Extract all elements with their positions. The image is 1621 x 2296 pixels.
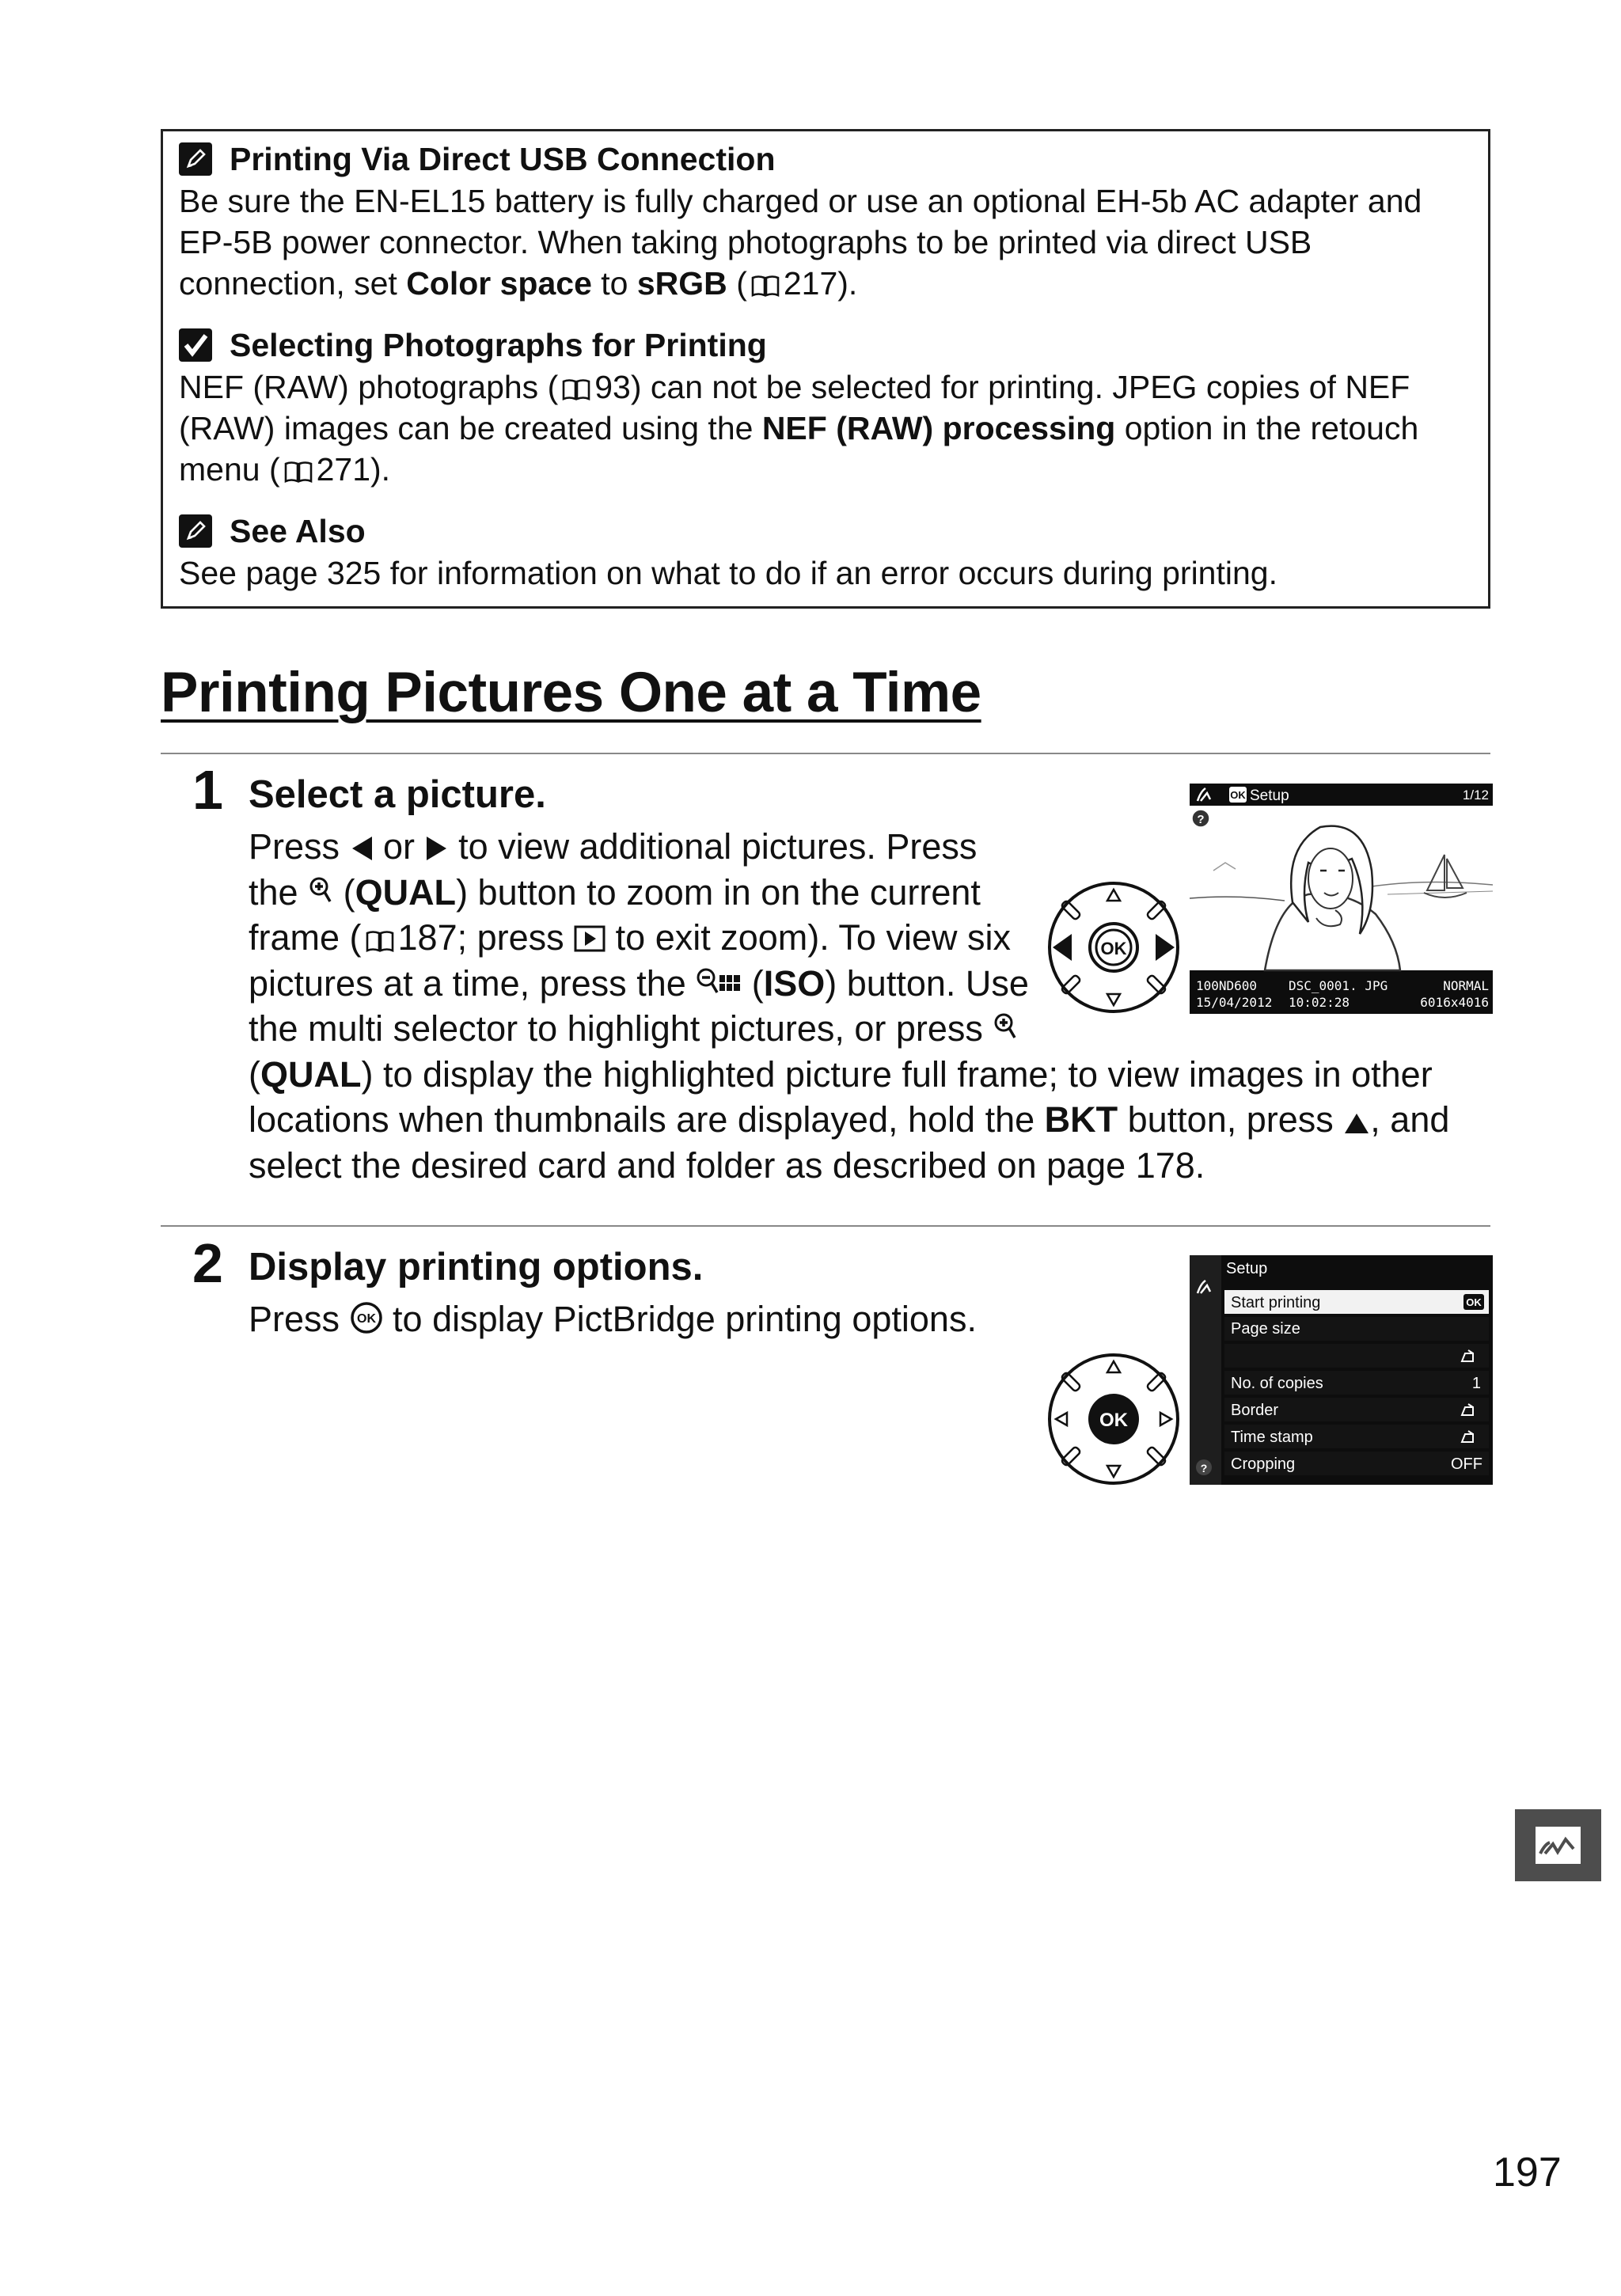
ok-label: OK [1099, 1410, 1128, 1431]
ref-link[interactable]: 187 [397, 917, 457, 958]
svg-text:OK: OK [356, 1312, 376, 1326]
notes-box [161, 129, 1490, 609]
menu-title: Setup [1226, 1260, 1268, 1277]
book-icon [561, 378, 591, 401]
note-see-also-body: See page 325 for information on what to do if an error occurs during printing. [179, 555, 1277, 591]
info-time: 10:02:28 [1289, 995, 1350, 1010]
note-see-also [179, 513, 1477, 594]
menu-ok-badge: OK [1466, 1296, 1482, 1308]
iso-button-label: ISO [763, 962, 826, 1004]
step-1-number: 1 [192, 759, 223, 821]
ok-label: OK [1100, 939, 1127, 958]
help-icon: ? [1197, 813, 1205, 826]
bkt-button-label: BKT [1044, 1099, 1118, 1140]
menu-item-border[interactable]: Border [1231, 1402, 1279, 1419]
divider [161, 753, 1490, 754]
step-2-text: Press OK to display PictBridge printing options. [249, 1299, 977, 1339]
checkmark-icon [179, 328, 212, 362]
copies-value: 1 [1471, 1375, 1481, 1392]
multi-selector-ok [1046, 1352, 1181, 1486]
page-number: 197 [1493, 2150, 1562, 2195]
screen-tab-label: Setup [1250, 787, 1289, 804]
divider [161, 1225, 1490, 1227]
book-icon [750, 274, 780, 298]
note-usb-title: Printing Via Direct USB Connection [230, 140, 776, 177]
book-icon [283, 460, 313, 484]
menu-item-copies[interactable]: No. of copies [1231, 1375, 1323, 1392]
note-see-also-title: See Also [230, 512, 366, 549]
pictbridge-icon [1515, 1809, 1601, 1881]
right-arrow-icon [425, 835, 449, 862]
left-arrow-icon [350, 835, 374, 862]
ref-link[interactable]: 217 [783, 265, 838, 302]
info-size: 6016x4016 [1420, 995, 1489, 1010]
step-1-text: Press or to view additional pictures. Press the (QUAL) button to zoom in on the current frame ( 187; press to exit zoom). To view six pictures at a time, press the (ISO) button. Use the multi selector to highlight pictures, or press (QUAL) to display the highlighted picture full frame; to view images in other locations when thumbnails are displayed, hold the BKT button, press , and select the desired card and folder as described on page 178. [249, 826, 1450, 1186]
menu-item-time-stamp[interactable]: Time stamp [1231, 1429, 1313, 1446]
section-tab[interactable] [1515, 1809, 1601, 1881]
zoom-in-icon [308, 876, 333, 908]
menu-item-start-printing[interactable]: Start printing [1231, 1294, 1321, 1311]
info-quality: NORMAL [1443, 978, 1489, 993]
note-selecting-body: NEF (RAW) photographs ( 93) can not be selected for printing. JPEG copies of NEF (RAW) images can be created using the NEF (RAW) processing option in the retouch menu ( 271). [179, 369, 1419, 488]
ref-link[interactable]: 93 [594, 369, 631, 405]
pencil-icon [179, 142, 212, 176]
note-usb-body: Be sure the EN-EL15 battery is fully charged or use an optional EH-5b AC adapter and EP-5B power connector. When taking photographs to be printed via direct USB connection, set Color space to sRGB ( 217). [179, 183, 1422, 302]
cropping-value: OFF [1451, 1455, 1482, 1473]
note-usb [179, 141, 1477, 304]
book-icon [365, 929, 395, 953]
page-title: Printing Pictures One at a Time [161, 662, 981, 724]
step-2-title: Display printing options. [249, 1246, 704, 1288]
zoom-in-icon [993, 1012, 1018, 1044]
up-arrow-icon [1343, 1111, 1370, 1135]
thumbnail-zoom-out-icon [696, 967, 742, 999]
note-selecting-title: Selecting Photographs for Printing [230, 326, 767, 363]
menu-item-page-size[interactable]: Page size [1231, 1320, 1300, 1338]
setup-menu-screen [1190, 1255, 1493, 1485]
frame-counter: 1/12 [1462, 787, 1489, 803]
playback-icon [574, 924, 606, 953]
info-date: 15/04/2012 [1196, 995, 1273, 1010]
info-file: DSC_0001. JPG [1289, 978, 1388, 993]
ok-button-icon [350, 1301, 383, 1334]
step-1-title: Select a picture. [249, 773, 546, 816]
ref-link[interactable]: 271 [316, 451, 371, 488]
step-2-number: 2 [192, 1232, 223, 1294]
qual-button-label: QUAL [355, 871, 457, 913]
qual-button-label: QUAL [260, 1053, 362, 1095]
pencil-icon [179, 514, 212, 548]
menu-item-cropping[interactable]: Cropping [1231, 1455, 1296, 1473]
ok-badge: OK [1230, 789, 1246, 801]
multi-selector-left-right [1046, 880, 1181, 1015]
help-icon: ? [1200, 1462, 1208, 1474]
note-selecting [179, 327, 1477, 490]
info-folder: 100ND600 [1196, 978, 1258, 993]
playback-screen [1190, 784, 1493, 1014]
